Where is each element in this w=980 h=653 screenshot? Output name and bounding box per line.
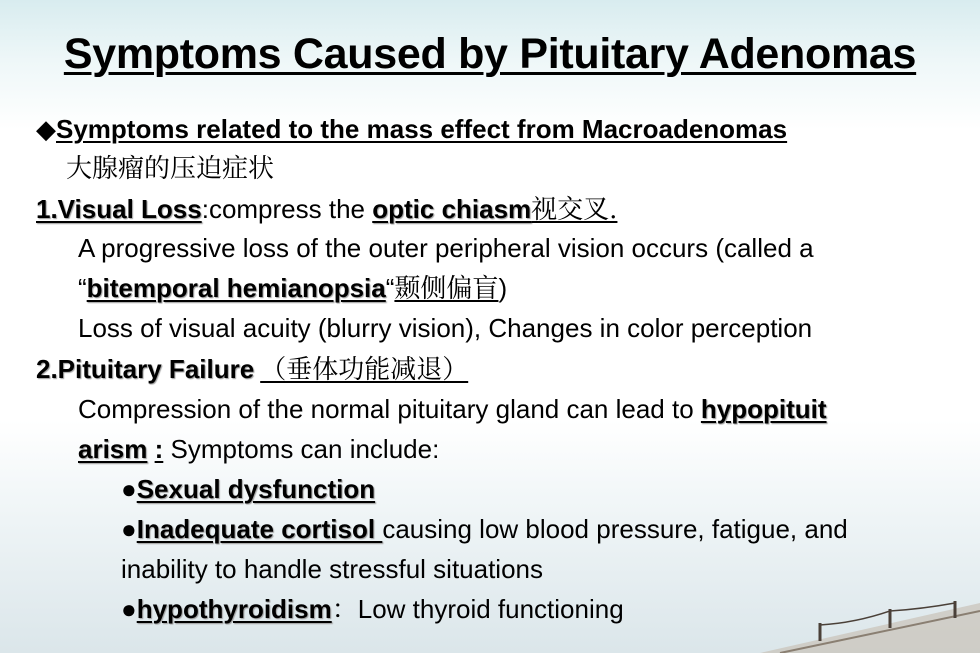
item1-text: :compress the	[201, 194, 373, 224]
round-bullet-icon: ●	[121, 514, 137, 544]
section-heading-text: Symptoms related to the mass effect from Macroadenomas	[56, 114, 788, 144]
sub-item-2	[121, 512, 848, 546]
sub-item-2-text: causing low blood pressure, fatigue, and	[382, 514, 848, 544]
item1-desc2	[78, 311, 812, 345]
item2-colon: :	[154, 434, 164, 464]
sub-item-2-term: Inadequate cortisol	[136, 514, 383, 544]
item1-desc1-text: A progressive loss of the outer peripheral vision occurs (called a	[78, 233, 814, 263]
sub-item-3	[121, 592, 624, 626]
item2-desc1-cont	[78, 432, 439, 466]
sub-item-1-term: Sexual dysfunction	[136, 474, 376, 504]
sub-item-1	[121, 472, 375, 506]
sub-item-3-text: ：Low thyroid functioning	[331, 594, 624, 624]
item1-label: 1.Visual Loss	[36, 194, 202, 224]
item2-desc2: Symptoms can include:	[163, 434, 440, 464]
item1-term-cn: 视交叉.	[531, 195, 618, 225]
pier-decoration	[720, 583, 980, 653]
section-heading	[36, 112, 787, 146]
item2-term2: arism	[78, 434, 148, 464]
page-title: Symptoms Caused by Pituitary Adenomas	[63, 30, 917, 78]
item1-desc1-cont	[78, 271, 507, 306]
item1-term2-cn: 颞侧偏盲	[394, 274, 499, 304]
section-heading-cn	[66, 151, 274, 186]
item2-label: 2.Pituitary Failure	[36, 354, 255, 384]
sub-item-2-cont	[121, 552, 543, 586]
sub-item-3-term: hypothyroidism	[136, 594, 332, 624]
round-bullet-icon: ●	[121, 474, 137, 504]
diamond-bullet-icon: ◆	[36, 114, 56, 144]
item2-desc1	[78, 392, 827, 426]
sub-item-2-cont-text: inability to handle stressful situations	[121, 554, 544, 584]
close-quote: “	[385, 273, 395, 303]
item2-term1: hypopituit	[700, 394, 827, 424]
item1-term: optic chiasm	[372, 194, 532, 224]
item2-desc1-text: Compression of the normal pituitary gland can lead to	[78, 394, 701, 424]
item1-line	[36, 192, 617, 227]
item2-line	[36, 352, 468, 387]
round-bullet-icon: ●	[121, 594, 137, 624]
item1-desc1	[78, 231, 814, 265]
item2-label-cn: （垂体功能减退）	[260, 355, 469, 385]
close-paren: )	[498, 273, 508, 303]
open-quote: “	[78, 273, 87, 303]
section-heading-cn-text: 大腺瘤的压迫症状	[66, 154, 275, 184]
item1-desc2-text: Loss of visual acuity (blurry vision), Changes in color perception	[78, 313, 813, 343]
item1-term2: bitemporal hemianopsia	[86, 273, 386, 303]
